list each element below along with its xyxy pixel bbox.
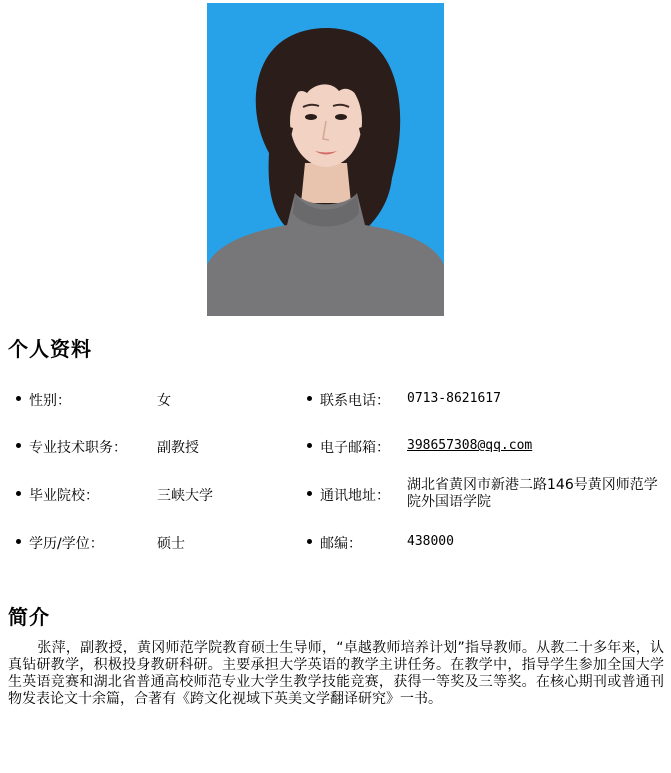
email-label: 电子邮箱： — [320, 440, 390, 456]
title-label: 专业技术职务： — [29, 440, 127, 456]
bullet-icon — [16, 539, 21, 544]
bullet-icon — [307, 491, 312, 496]
title-value: 副教授 — [157, 440, 199, 456]
intro-heading: 简介 — [8, 605, 50, 629]
phone-label: 联系电话： — [320, 393, 390, 409]
gender-value: 女 — [157, 393, 171, 409]
bullet-icon — [16, 491, 21, 496]
bullet-icon — [16, 396, 21, 401]
portrait-illustration — [207, 3, 444, 316]
profile-row-1 — [0, 389, 671, 409]
degree-value: 硕士 — [157, 536, 185, 552]
bullet-icon — [307, 396, 312, 401]
bullet-icon — [307, 539, 312, 544]
bullet-icon — [307, 443, 312, 448]
postcode-value: 438000 — [407, 534, 454, 549]
portrait-photo — [207, 3, 444, 316]
school-label: 毕业院校： — [29, 488, 99, 504]
school-value: 三峡大学 — [157, 488, 213, 504]
profile-row-4 — [0, 532, 671, 552]
profile-row-2 — [0, 436, 671, 456]
email-link[interactable]: 398657308@qq.com — [407, 438, 533, 453]
bullet-icon — [16, 443, 21, 448]
address-label: 通讯地址： — [320, 488, 390, 504]
phone-value: 0713-8621617 — [407, 391, 501, 406]
profile-row-3 — [0, 476, 671, 516]
postcode-label: 邮编： — [320, 536, 362, 552]
profile-heading: 个人资料 — [8, 337, 92, 361]
address-value: 湖北省黄冈市新港二路146号黄冈师范学院外国语学院 — [407, 477, 658, 510]
gender-label: 性别： — [29, 393, 71, 409]
degree-label: 学历/学位： — [29, 536, 104, 552]
intro-paragraph: 张萍，副教授，黄冈师范学院教育硕士生导师，“卓越教师培养计划”指导教师。从教二十多年来，认真钻研教学，积极投身教研科研。主要承担大学英语的教学主讲任务。在教学中，指导学生参加全国大学生英语竞赛和湖北省普通高校师范专业大学生教学技能竞赛，获得一等奖及三等奖。在核心期刊或普通刊物发表论文十余篇，合著有《跨文化视域下英美文学翻译研究》一书。 — [8, 640, 664, 707]
